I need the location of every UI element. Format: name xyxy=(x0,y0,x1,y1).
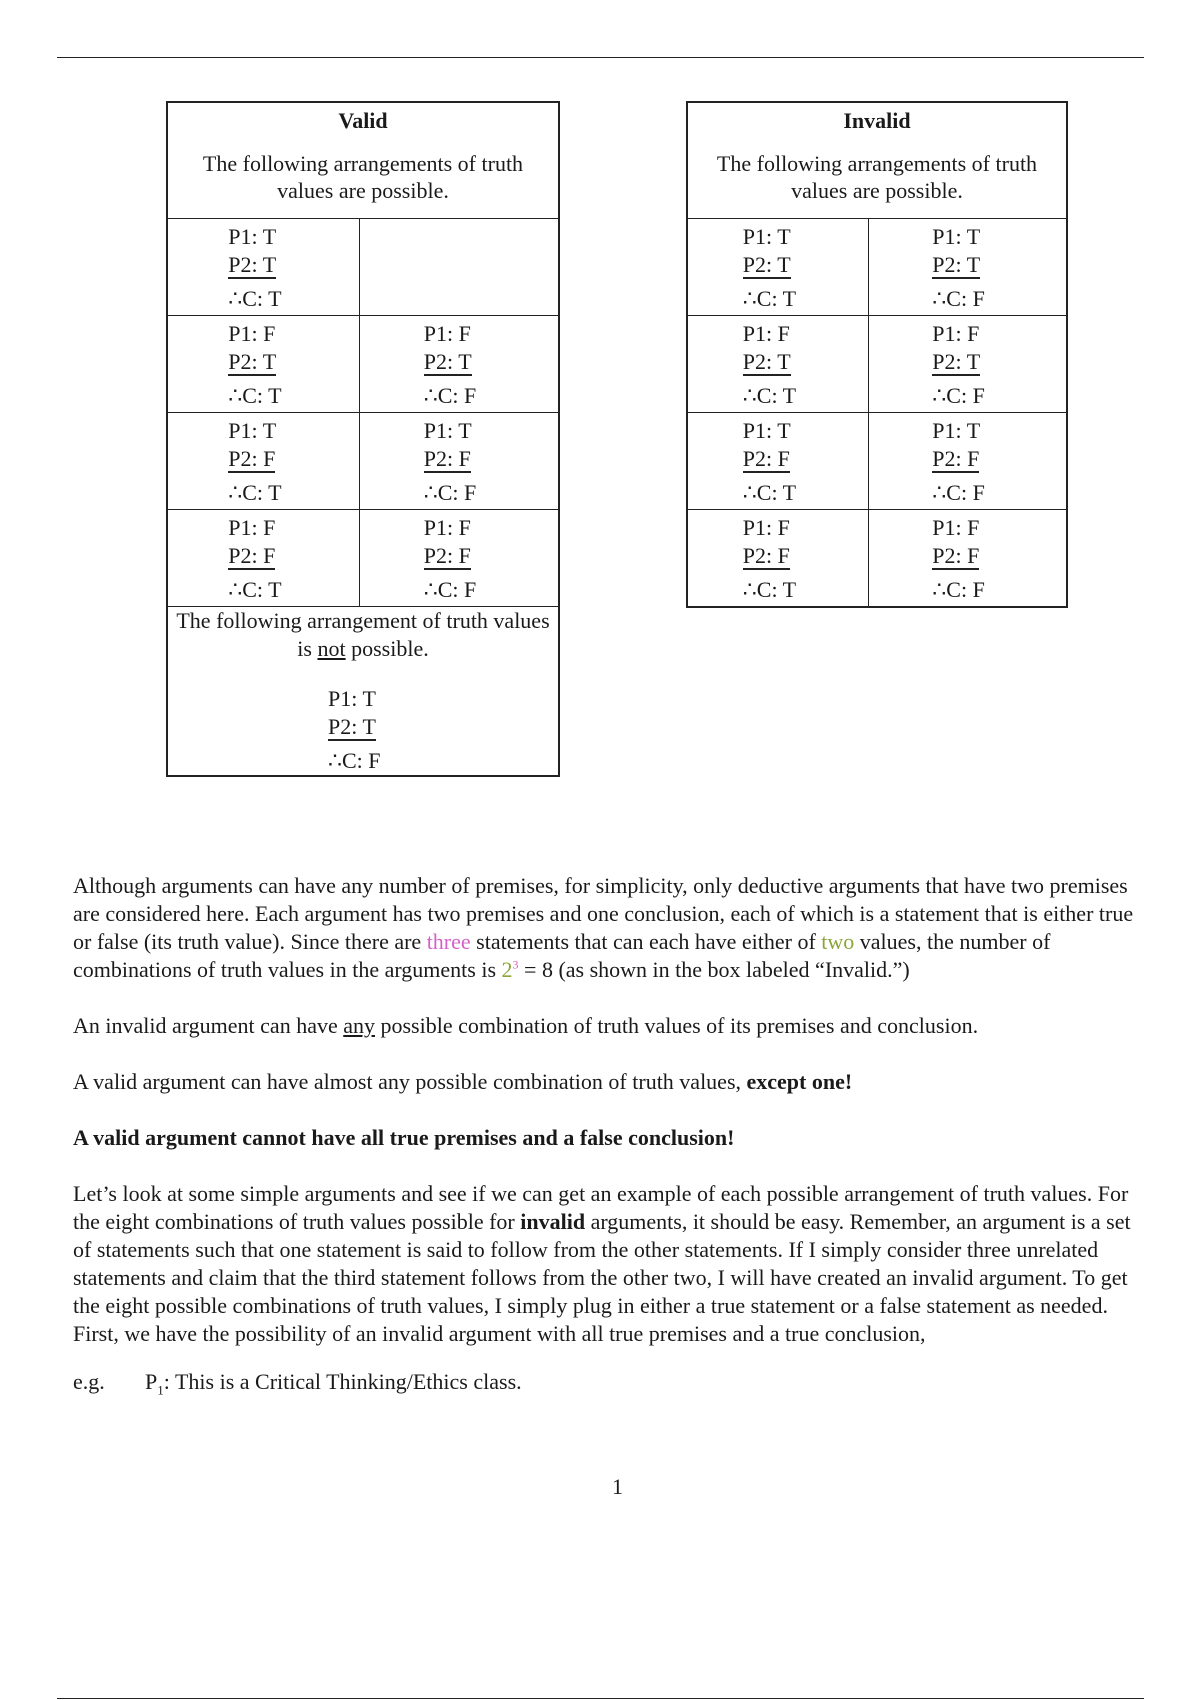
paragraph-examples: Let’s look at some simple arguments and see if we can get an example of each possible arrangement of truth values. For the eight combinations of truth values possible for invalid arguments, it should be easy. Remember, an argument is a set of statements such that one statement is said to follow from the other statements. If I simply consider three unrelated statements and claim that the third statement follows from the other two, I will have created an invalid argument. To get the eight possible combinations of truth values, I simply plug in either a true statement or a false statement as needed. xyxy=(73,1181,1131,1318)
word-any: any xyxy=(343,1013,375,1038)
invalid-cell xyxy=(687,316,868,413)
invalid-cell xyxy=(868,510,1067,608)
premise-2: P2: T xyxy=(228,349,277,374)
premise-1: P1: T xyxy=(328,686,376,711)
conclusion: ∴C: T xyxy=(742,480,797,505)
conclusion: ∴C: F xyxy=(932,383,985,408)
not-possible-text: The following arrangement of truth values is xyxy=(176,608,550,661)
paragraph-combinations: Although arguments can have any number of premises, for simplicity, only deductive arguments that have two premises are considered here. Each argument has two premises and one conclusion, each of which is a statement that is either true or false (its truth value). Since there are three statements that can each have either of two values, the number of combinations of truth values in the arguments is $2^3 = 8$ (as shown in the box labeled “Invalid.”) xyxy=(73,873,1134,982)
conclusion: ∴C: T xyxy=(742,577,797,602)
premise-1: P1: F xyxy=(932,321,980,346)
conclusion: ∴C: F xyxy=(328,748,381,773)
paragraph-first: First, we have the possibility of an invalid argument with all true premises and a true conclusion, xyxy=(73,1321,926,1346)
invalid-cell xyxy=(687,510,868,608)
premise-1: P1: F xyxy=(423,515,471,540)
premise-1: P1: T xyxy=(932,418,981,443)
word-three: three xyxy=(426,929,471,954)
premise-2: P2: F xyxy=(423,446,471,471)
premise-2: P2: F xyxy=(932,446,980,471)
premise-1: P1: F xyxy=(742,321,790,346)
premise-2: P2: F xyxy=(228,543,276,568)
conclusion: ∴C: T xyxy=(742,383,797,408)
conclusion: ∴C: T xyxy=(228,480,282,505)
valid-not-possible xyxy=(167,607,559,777)
premise-2: P2: T xyxy=(742,252,791,277)
eg-label: e.g. xyxy=(73,1369,105,1394)
conclusion: ∴C: T xyxy=(742,286,797,311)
valid-title: Valid xyxy=(338,108,388,133)
premise-2: P2: F xyxy=(742,446,790,471)
conclusion: ∴C: T xyxy=(228,577,282,602)
premise-1: P1: T xyxy=(228,224,277,249)
invalid-cell xyxy=(687,219,868,316)
body-text xyxy=(73,872,1145,1404)
premise-1: P1: F xyxy=(742,515,790,540)
conclusion: ∴C: F xyxy=(932,480,985,505)
valid-cell xyxy=(167,316,359,413)
word-two: two xyxy=(821,929,855,954)
example-line: e.g. $P_1$: This is a Critical Thinking/Ethics class. xyxy=(73,1369,522,1398)
power-exponent: 3 xyxy=(512,957,519,972)
premise-1: P1: F xyxy=(228,515,276,540)
conclusion: ∴C: F xyxy=(423,480,477,505)
top-rule xyxy=(57,57,1144,58)
premise-1: P1: T xyxy=(423,418,472,443)
valid-cell xyxy=(359,510,559,607)
word-invalid: invalid xyxy=(520,1209,586,1234)
not-possible-text-end: possible. xyxy=(345,636,429,661)
invalid-cell xyxy=(868,413,1067,510)
valid-cell xyxy=(167,219,359,316)
bottom-rule xyxy=(57,1698,1144,1699)
premise-2: P2: T xyxy=(228,252,277,277)
premise-2: P2: T xyxy=(932,252,981,277)
conclusion: ∴C: T xyxy=(228,383,282,408)
premise-2: P2: F xyxy=(742,543,790,568)
premise-1: P1: F xyxy=(423,321,471,346)
premise-1: P1: T xyxy=(742,418,791,443)
valid-box xyxy=(166,101,560,777)
conclusion: ∴C: T xyxy=(228,286,282,311)
premise-1: P1: T xyxy=(932,224,981,249)
premise-2: P2: F xyxy=(228,446,276,471)
premise-2: P2: T xyxy=(742,349,791,374)
valid-cell xyxy=(167,510,359,607)
premise-1: P1: T xyxy=(742,224,791,249)
invalid-cell xyxy=(868,316,1067,413)
invalid-cell xyxy=(687,413,868,510)
except-one: except one! xyxy=(746,1069,853,1094)
premise-2: P2: F xyxy=(932,543,980,568)
invalid-cell xyxy=(868,219,1067,316)
conclusion: ∴C: F xyxy=(932,577,985,602)
conclusion: ∴C: F xyxy=(423,383,477,408)
valid-intro: The following arrangements of truth values are possible. xyxy=(202,151,524,203)
invalid-intro: The following arrangements of truth values are possible. xyxy=(716,151,1038,203)
valid-cell xyxy=(359,413,559,510)
paragraph-invalid: An invalid argument can have any possible combination of truth values of its premises and conclusion. xyxy=(73,1013,979,1038)
premise-1: P1: T xyxy=(228,418,277,443)
not-word: not xyxy=(317,636,346,661)
invalid-header xyxy=(687,102,1067,219)
premise-2: P2: T xyxy=(932,349,981,374)
power-base: 2 xyxy=(501,957,513,982)
premise-2: P2: T xyxy=(328,714,376,739)
valid-header xyxy=(167,102,559,219)
premise-1: P1: F xyxy=(228,321,276,346)
invalid-box xyxy=(686,101,1068,608)
page-number: 1 xyxy=(612,1474,623,1499)
premise-1: P1: F xyxy=(932,515,980,540)
premise-2: P2: T xyxy=(423,349,472,374)
valid-cell-empty xyxy=(359,219,559,316)
paragraph-valid: A valid argument can have almost any possible combination of truth values, except one! xyxy=(73,1069,853,1094)
valid-cell xyxy=(359,316,559,413)
conclusion: ∴C: F xyxy=(423,577,477,602)
invalid-title: Invalid xyxy=(843,108,911,133)
conclusion: ∴C: F xyxy=(932,286,985,311)
paragraph-rule: A valid argument cannot have all true premises and a false conclusion! xyxy=(73,1125,735,1150)
premise-2: P2: F xyxy=(423,543,471,568)
valid-cell xyxy=(167,413,359,510)
